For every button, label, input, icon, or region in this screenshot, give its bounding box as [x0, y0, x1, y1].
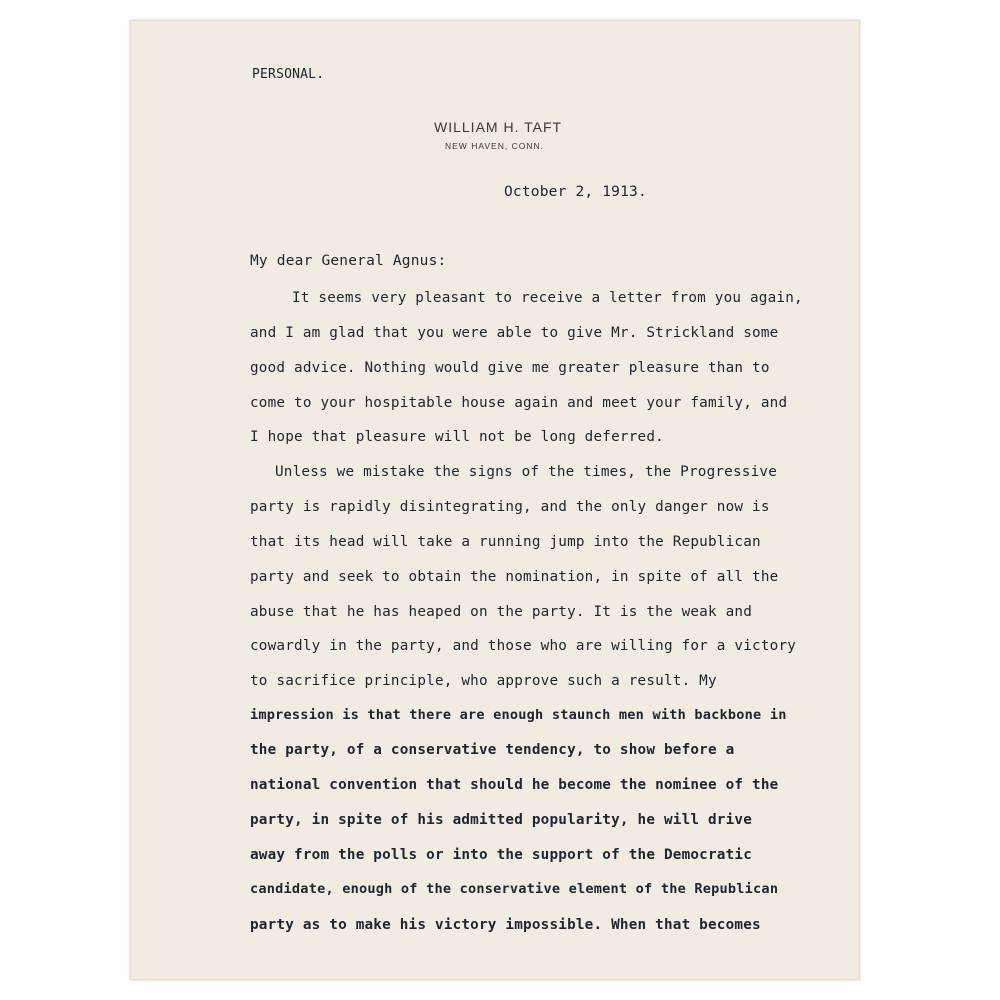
body-line: national convention that should he become the nominee of the	[250, 777, 779, 793]
body-line: come to your hospitable house again and meet your family, and	[250, 395, 788, 411]
personal-marking: PERSONAL.	[252, 67, 325, 82]
body-line: party is rapidly disintegrating, and the only danger now is	[250, 499, 770, 515]
body-line: the party, of a conservative tendency, to show before a	[250, 742, 735, 758]
body-line: cowardly in the party, and those who are willing for a victory	[250, 638, 797, 654]
body-line: party, in spite of his admitted popularity, he will drive	[250, 812, 753, 828]
body-line: to sacrifice principle, who approve such a result. My	[250, 673, 717, 689]
body-line: party as to make his victory impossible. When that becomes	[250, 917, 761, 933]
body-line: candidate, enough of the conservative element of the Republican	[250, 881, 779, 897]
body-line: abuse that he has heaped on the party. It is the weak and	[250, 604, 753, 620]
body-line: and I am glad that you were able to give Mr. Strickland some	[250, 325, 779, 341]
body-line: impression is that there are enough staunch men with backbone in	[250, 707, 787, 723]
salutation: My dear General Agnus:	[250, 253, 447, 269]
body-line: Unless we mistake the signs of the times, the Progressive	[275, 464, 778, 480]
letterhead-location: NEW HAVEN, CONN.	[445, 141, 544, 151]
body-line: It seems very pleasant to receive a letter from you again,	[292, 290, 803, 306]
body-line: good advice. Nothing would give me greater pleasure than to	[250, 360, 770, 376]
body-line: I hope that pleasure will not be long deferred.	[250, 429, 664, 445]
body-line: that its head will take a running jump into the Republican	[250, 534, 761, 550]
letter-page	[130, 20, 860, 980]
letter-date: October 2, 1913.	[504, 184, 647, 200]
body-line: party and seek to obtain the nomination, in spite of all the	[250, 569, 779, 585]
letterhead-name: WILLIAM H. TAFT	[434, 119, 563, 135]
body-line: away from the polls or into the support of the Democratic	[250, 847, 753, 863]
